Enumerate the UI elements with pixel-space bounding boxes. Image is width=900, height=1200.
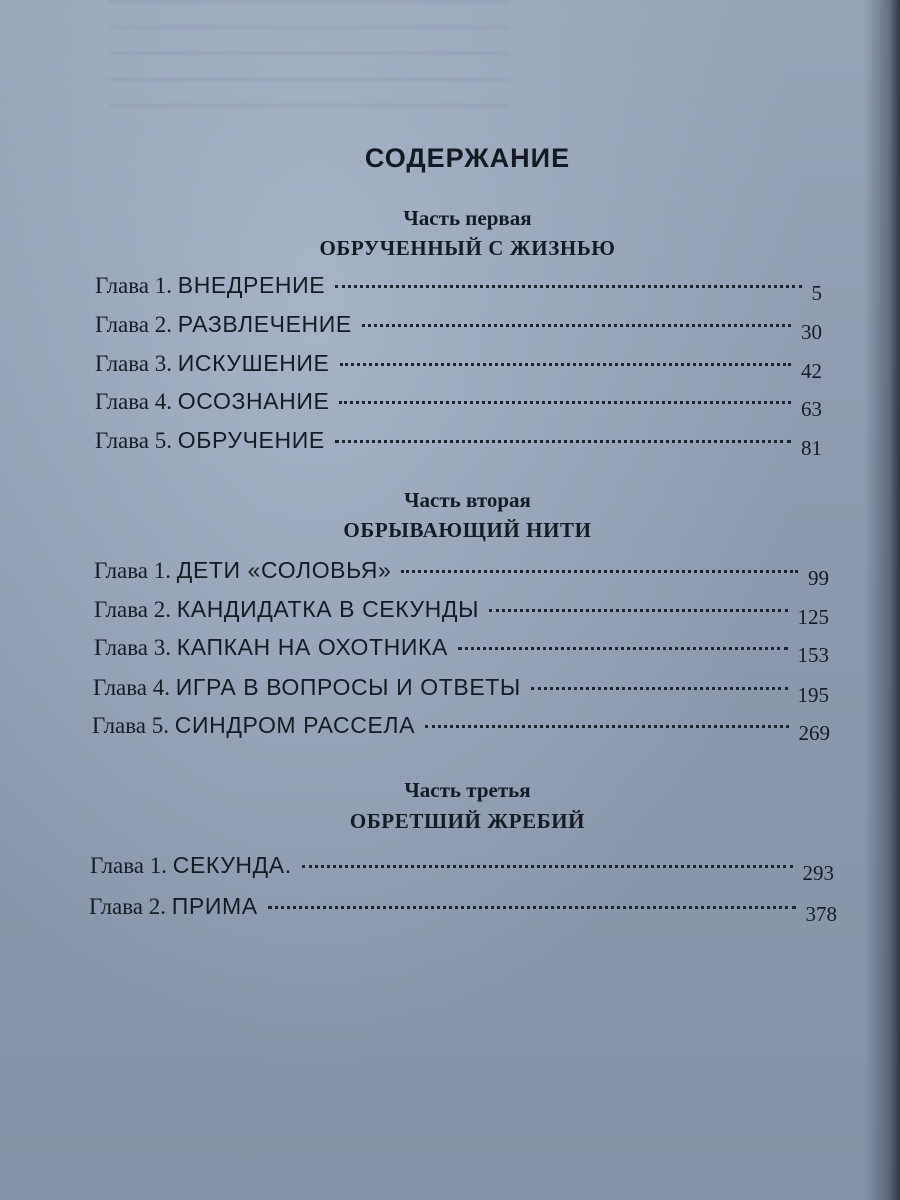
dot-leader: [425, 725, 788, 728]
dot-leader: [335, 440, 791, 443]
toc-entry: [94, 634, 829, 667]
toc-entry: [95, 427, 822, 460]
chapter-title: КАПКАН НА ОХОТНИКА: [176, 634, 448, 660]
part-1-name: ОБРУЧЕННЫЙ С ЖИЗНЬЮ: [319, 236, 616, 260]
chapter-number: Глава 1.: [95, 273, 173, 298]
dot-leader: [268, 906, 796, 909]
chapter-number: Глава 2.: [89, 894, 167, 919]
chapter-number: Глава 5.: [95, 428, 173, 453]
part-1-label: Часть первая: [403, 206, 532, 230]
page-edge-shadow: [864, 0, 900, 1200]
chapter-number: Глава 3.: [94, 635, 172, 660]
chapter-number: Глава 3.: [95, 351, 173, 376]
toc-entry: [95, 350, 822, 383]
chapter-title: ИГРА В ВОПРОСЫ И ОТВЕТЫ: [175, 674, 521, 700]
dot-leader: [335, 285, 801, 288]
chapter-number: Глава 4.: [95, 389, 173, 414]
chapter-title: СЕКУНДА.: [172, 852, 292, 878]
dot-leader: [362, 324, 791, 327]
page-number: 99: [808, 566, 829, 590]
page-number: 269: [798, 721, 830, 745]
chapter-title: СИНДРОМ РАССЕЛА: [174, 712, 416, 738]
page-number: 81: [801, 436, 822, 460]
chapter-title: ОСОЗНАНИЕ: [177, 388, 330, 414]
toc-title: СОДЕРЖАНИЕ: [364, 143, 571, 173]
part-2-name: ОБРЫВАЮЩИЙ НИТИ: [343, 518, 592, 542]
page-number: 125: [797, 605, 829, 629]
toc-entry: [94, 557, 829, 590]
toc-entry: [89, 893, 837, 926]
part-2-label: Часть вторая: [404, 488, 531, 512]
chapter-number: Глава 4.: [93, 675, 171, 700]
part-3-label: Часть третья: [404, 778, 531, 802]
dot-leader: [302, 865, 793, 868]
chapter-title: РАЗВЛЕЧЕНИЕ: [177, 311, 352, 337]
chapter-title: КАНДИДАТКА В СЕКУНДЫ: [176, 596, 480, 622]
page-number: 153: [797, 643, 829, 667]
chapter-number: Глава 5.: [92, 713, 170, 738]
page-number: 5: [811, 281, 822, 305]
dot-leader: [340, 363, 792, 366]
bleed-through-text: [110, 0, 510, 110]
page-number: 293: [802, 861, 834, 885]
chapter-title: ПРИМА: [171, 893, 258, 919]
dot-leader: [339, 401, 791, 404]
chapter-title: ИСКУШЕНИЕ: [177, 350, 330, 376]
chapter-title: ВНЕДРЕНИЕ: [177, 272, 326, 298]
dot-leader: [531, 687, 788, 690]
toc-entry: [93, 674, 829, 707]
dot-leader: [458, 647, 788, 650]
chapter-number: Глава 1.: [94, 558, 172, 583]
chapter-title: ОБРУЧЕНИЕ: [177, 427, 325, 453]
dot-leader: [489, 609, 787, 612]
toc-entry: [92, 712, 830, 745]
page-number: 378: [805, 902, 837, 926]
toc-entry: [95, 388, 822, 421]
toc-entry: [94, 596, 829, 629]
page-number: 42: [801, 359, 822, 383]
page-number: 63: [801, 397, 822, 421]
page-number: 30: [801, 320, 822, 344]
page-number: 195: [797, 683, 829, 707]
toc-entry: [95, 311, 822, 344]
chapter-number: Глава 1.: [90, 853, 168, 878]
chapter-number: Глава 2.: [94, 597, 172, 622]
toc-entry: [90, 852, 834, 885]
chapter-title: ДЕТИ «СОЛОВЬЯ»: [176, 557, 392, 583]
chapter-number: Глава 2.: [95, 312, 173, 337]
part-3-name: ОБРЕТШИЙ ЖРЕБИЙ: [349, 809, 586, 833]
dot-leader: [401, 570, 798, 573]
toc-entry: [95, 272, 822, 305]
